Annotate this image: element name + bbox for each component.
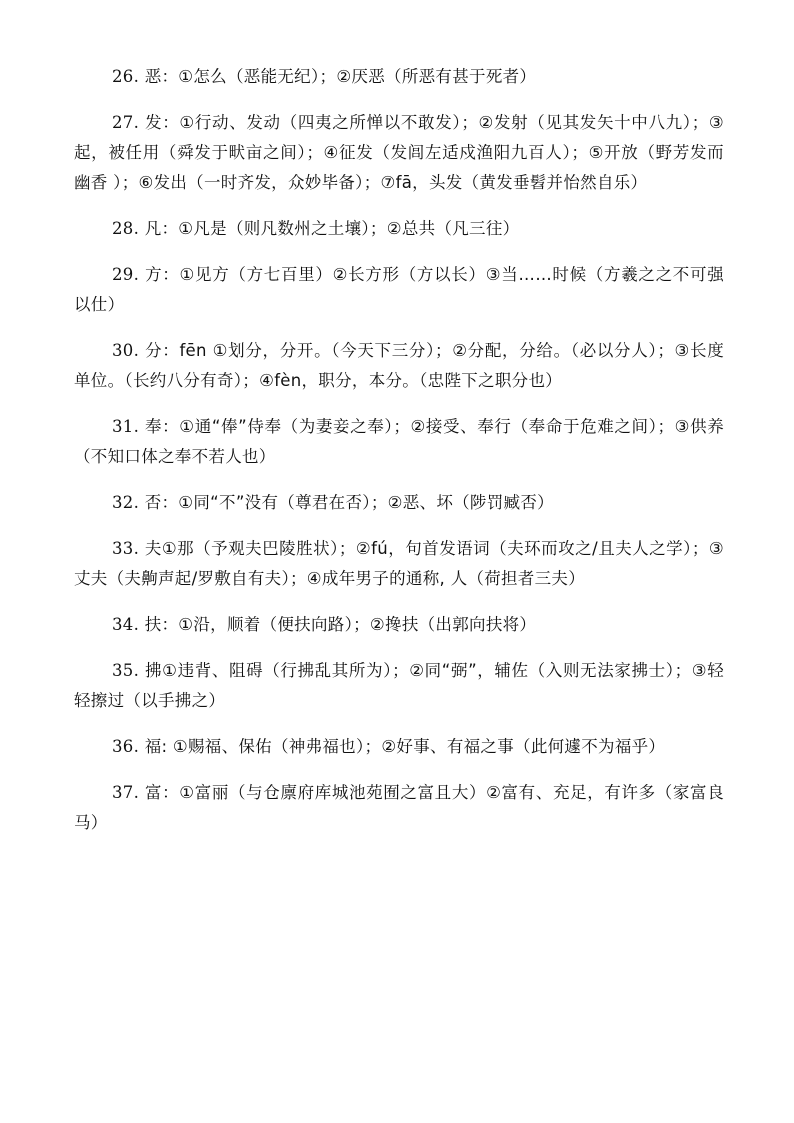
entry-number: 26. xyxy=(112,67,140,86)
entry-text: 奉：①通“俸”侍奉（为妻妾之奉）；②接受、奉行（奉命于危难之间）；③供养（不知口体之奉不若人也） xyxy=(74,417,724,466)
entry-text: 夫①那（予观夫巴陵胜状）；②fú，句首发语词（夫环而攻之/且夫人之学）；③丈夫（夫齁声起/罗敷自有夫）；④成年男子的通称, 人（荷担者三夫） xyxy=(74,539,724,588)
entry-31 xyxy=(74,412,724,472)
entry-number: 32. xyxy=(112,493,140,512)
entry-text: 否：①同“不”没有（尊君在否）；②恶、坏（陟罚臧否） xyxy=(144,493,554,512)
entry-28 xyxy=(74,214,724,244)
entry-number: 35. xyxy=(112,661,140,680)
entry-number: 36. xyxy=(112,737,140,756)
entry-text: 分：fēn ①划分，分开。（今天下三分）；②分配，分给。（必以分人）；③长度单位。（长约八分有奇）；④fèn，职分，本分。（忠陛下之职分也） xyxy=(74,341,724,390)
entry-number: 28. xyxy=(112,219,140,238)
entry-29 xyxy=(74,260,724,320)
entry-text: 扶：①沿，顺着（便扶向路）；②搀扶（出郭向扶将） xyxy=(144,615,537,634)
entry-34 xyxy=(74,610,724,640)
entry-36 xyxy=(74,732,724,762)
entry-text: 拂①违背、阻碍（行拂乱其所为）；②同“弼”，辅佐（入则无法家拂士）；③轻轻擦过（以手拂之） xyxy=(74,661,725,710)
entry-number: 34. xyxy=(112,615,140,634)
entry-27 xyxy=(74,108,724,198)
entry-number: 29. xyxy=(112,265,140,284)
entry-35 xyxy=(74,656,724,716)
entry-37 xyxy=(74,778,724,838)
entry-text: 凡：①凡是（则凡数州之土壤）；②总共（凡三往） xyxy=(144,219,520,238)
entry-number: 30. xyxy=(112,341,140,360)
entry-text: 方：①见方（方七百里）②长方形（方以长）③当……时候（方羲之之不可强以仕） xyxy=(74,265,725,314)
entry-text: 发：①行动、发动（四夷之所惮以不敢发）；②发射（见其发矢十中八九）；③起，被任用（舜发于畎亩之间）；④征发（发闾左适戍渔阳九百人）；⑤开放（野芳发而幽香 ）；⑥发出（一时齐发，众妙毕备）；⑦fā，头发（黄发垂髫并怡然自乐） xyxy=(74,113,724,192)
document-page xyxy=(74,62,724,854)
entry-text: 恶：①怎么（恶能无纪）；②厌恶（所恶有甚于死者） xyxy=(144,67,537,86)
entry-30 xyxy=(74,336,724,396)
entry-number: 31. xyxy=(112,417,140,436)
entry-number: 33. xyxy=(112,539,140,558)
entry-33 xyxy=(74,534,724,594)
entry-26 xyxy=(74,62,724,92)
entry-text: 福: ①赐福、保佑（神弗福也）；②好事、有福之事（此何遽不为福乎） xyxy=(144,737,666,756)
entry-text: 富：①富丽（与仓廪府库城池苑囿之富且大）②富有、充足，有许多（家富良马） xyxy=(74,783,724,832)
entry-number: 37. xyxy=(112,783,140,802)
entry-32 xyxy=(74,488,724,518)
entry-number: 27. xyxy=(112,113,140,132)
